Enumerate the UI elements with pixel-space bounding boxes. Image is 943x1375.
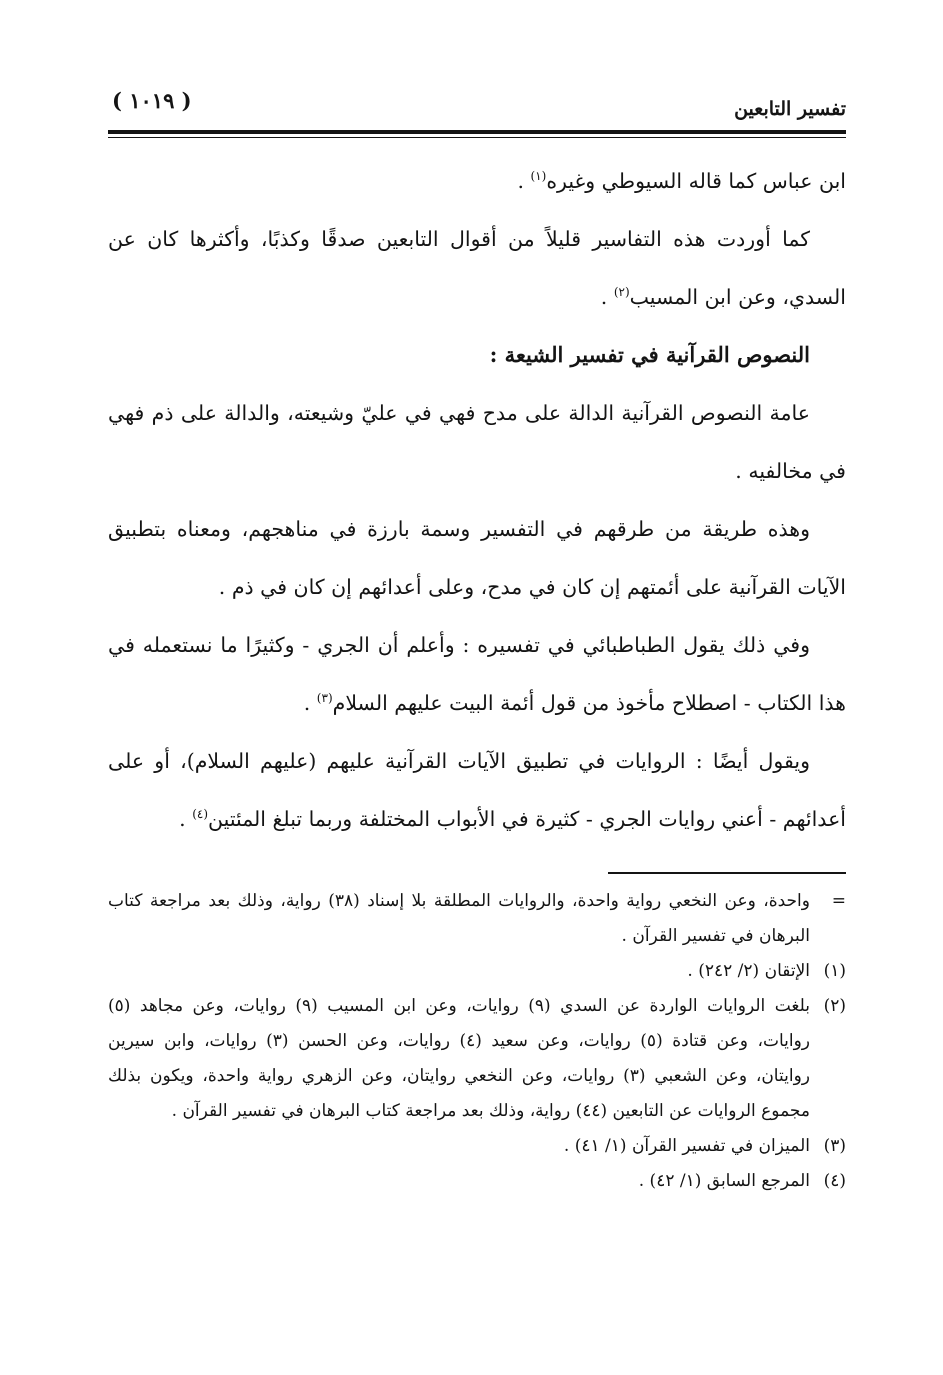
paragraph-4: وهذه طريقة من طرقهم في التفسير وسمة بارزة في مناهجهم، ومعناه بتطبيق الآيات القرآنية على أئمتهم إن كان في مدح، وعلى أعدائهم إن كان في ذم . xyxy=(108,517,846,599)
footnote-mark: (١) xyxy=(823,961,846,981)
footnote-3: (٣) الميزان في تفسير القرآن (١/ ٤١) . xyxy=(108,1129,846,1164)
footnote-mark: = xyxy=(831,891,846,911)
paragraph-1: ابن عباس كما قاله السيوطي وغيره$^{(١)}$ . xyxy=(517,169,846,193)
paragraph-5: وفي ذلك يقول الطباطبائي في تفسيره : وأعلم أن الجري - وكثيرًا ما نستعمله في هذا الكتاب - اصطلاح مأخوذ من قول أئمة البيت عليهم السلام$^{(٣)}$ . xyxy=(108,633,846,715)
footnote-ref-3: (٣) xyxy=(316,691,333,706)
footnote-separator xyxy=(608,872,846,874)
main-text xyxy=(108,152,846,848)
paragraph-6: ويقول أيضًا : الروايات في تطبيق الآيات القرآنية عليهم (عليهم السلام)، أو على أعدائهم - أعني روايات الجري - كثيرة في الأبواب المختلفة وربما تبلغ المئتين$^{(٤)}$ . xyxy=(108,749,846,831)
footnote-ref-4: (٤) xyxy=(192,807,209,822)
running-title: تفسير التابعين xyxy=(734,98,846,120)
footnote-1: (١) الإتقان (٢/ ٢٤٢) . xyxy=(108,954,846,989)
book-page xyxy=(108,86,846,1346)
footnote-mark: (٤) xyxy=(823,1171,846,1191)
footnotes xyxy=(108,884,846,1199)
footnote-ref-1: (١) xyxy=(530,169,547,184)
header-rule-thick xyxy=(108,130,846,134)
page-number: ( ١٠١٩ ) xyxy=(112,88,192,113)
page-header xyxy=(108,86,846,130)
footnote-mark: (٢) xyxy=(823,996,846,1016)
header-rule-thin xyxy=(108,137,846,138)
footnote-2: (٢) بلغت الروايات الواردة عن السدي (٩) روايات، وعن ابن المسيب (٩) روايات، وعن مجاهد (٥) روايات، وعن قتادة (٥) روايات، وعن سعيد (٤) روايات، وعن الحسن (٣) روايات، وابن سيرين روايتان، وعن الشعبي (٣) روايات، وعن النخعي روايتان، وعن الزهري رواية واحدة، ويكون بذلك مجموع الروايات عن التابعين (٤٤) رواية، وذلك بعد مراجعة كتاب البرهان في تفسير القرآن . xyxy=(108,989,846,1129)
footnote-continued: = واحدة، وعن النخعي رواية واحدة، والروايات المطلقة بلا إسناد (٣٨) رواية، وذلك بعد مراجعة كتاب البرهان في تفسير القرآن . xyxy=(108,884,846,954)
section-heading: النصوص القرآنية في تفسير الشيعة : xyxy=(489,342,810,367)
paragraph-3: عامة النصوص القرآنية الدالة على مدح فهي في عليّ وشيعته، والدالة على ذم فهي في مخالفيه . xyxy=(108,401,846,483)
footnote-4: (٤) المرجع السابق (١/ ٤٢) . xyxy=(108,1164,846,1199)
footnote-ref-2: (٢) xyxy=(613,285,630,300)
paragraph-2: كما أوردت هذه التفاسير قليلاً من أقوال التابعين صدقًا وكذبًا، وأكثرها كان عن السدي، وعن ابن المسيب$^{(٢)}$ . xyxy=(108,227,846,309)
footnote-mark: (٣) xyxy=(823,1136,846,1156)
